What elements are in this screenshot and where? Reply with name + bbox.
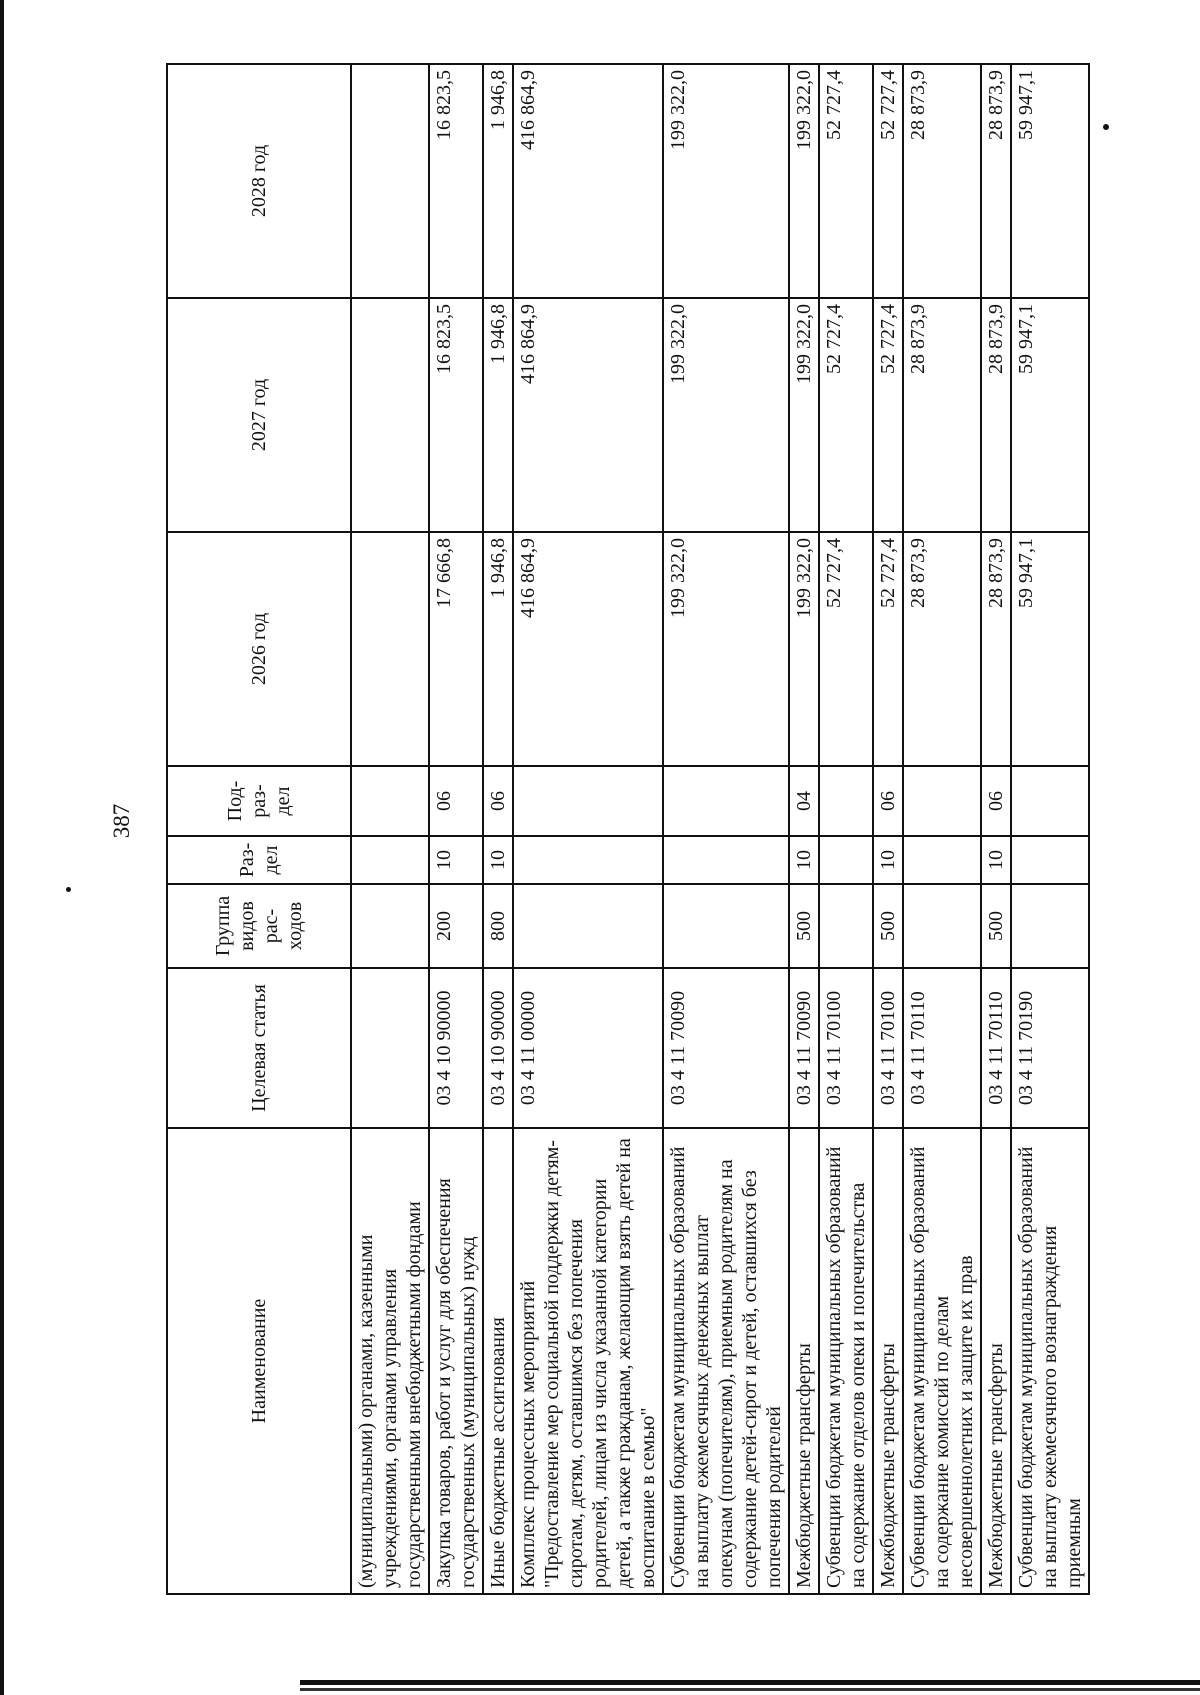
cell-group: 200 [429, 884, 483, 968]
cell-2026: 199 322,0 [663, 532, 789, 766]
budget-table [166, 63, 1090, 1595]
cell-name: (муниципальными) органами, казенными учреждениями, органами управления государственными внебюджетными фондами [351, 1128, 429, 1594]
cell-target [351, 968, 429, 1128]
table-row [789, 64, 819, 1594]
cell-target: 03 4 11 70110 [903, 968, 981, 1128]
table-row [903, 64, 981, 1594]
cell-2027: 416 864,9 [513, 298, 663, 532]
table-row [873, 64, 903, 1594]
cell-group: 500 [981, 884, 1011, 968]
cell-2027: 199 322,0 [789, 298, 819, 532]
cell-name: Межбюджетные трансферты [981, 1128, 1011, 1594]
cell-name: Иные бюджетные ассигнования [483, 1128, 513, 1594]
table-row [429, 64, 483, 1594]
cell-2027: 16 823,5 [429, 298, 483, 532]
cell-subsection [351, 766, 429, 836]
cell-group [903, 884, 981, 968]
header-group: Группа видов рас-ходов [167, 884, 351, 968]
cell-subsection [1011, 766, 1089, 836]
header-2026: 2026 год [167, 532, 351, 766]
cell-2026: 28 873,9 [903, 532, 981, 766]
cell-group [513, 884, 663, 968]
cell-section [819, 836, 873, 884]
cell-2028: 52 727,4 [819, 64, 873, 298]
cell-2027: 52 727,4 [873, 298, 903, 532]
cell-group [663, 884, 789, 968]
cell-2028: 28 873,9 [981, 64, 1011, 298]
cell-group: 500 [873, 884, 903, 968]
cell-2026: 416 864,9 [513, 532, 663, 766]
cell-name: Субвенции бюджетам муниципальных образований на выплату ежемесячных денежных выплат опекунам (попечителям), приемным родителям на содержание детей-сирот и детей, оставшихся без попечения родителей [663, 1128, 789, 1594]
cell-group [819, 884, 873, 968]
cell-2028: 59 947,1 [1011, 64, 1089, 298]
cell-2027: 1 946,8 [483, 298, 513, 532]
cell-name: Межбюджетные трансферты [789, 1128, 819, 1594]
cell-section: 10 [873, 836, 903, 884]
cell-2026: 28 873,9 [981, 532, 1011, 766]
cell-subsection: 06 [429, 766, 483, 836]
cell-target: 03 4 10 90000 [429, 968, 483, 1128]
cell-name: Субвенции бюджетам муниципальных образований на выплату ежемесячного вознаграждения приемным [1011, 1128, 1089, 1594]
table-row [513, 64, 663, 1594]
header-target: Целевая статья [167, 968, 351, 1128]
cell-subsection: 06 [981, 766, 1011, 836]
scan-bottom-rule [300, 1680, 1200, 1685]
cell-name: Закупка товаров, работ и услуг для обеспечения государственных (муниципальных) нужд [429, 1128, 483, 1594]
cell-subsection [513, 766, 663, 836]
cell-2026: 199 322,0 [789, 532, 819, 766]
cell-target: 03 4 11 70090 [663, 968, 789, 1128]
cell-target: 03 4 10 90000 [483, 968, 513, 1128]
header-2027: 2027 год [167, 298, 351, 532]
scan-speck [1103, 124, 1109, 130]
cell-2028: 1 946,8 [483, 64, 513, 298]
cell-section: 10 [429, 836, 483, 884]
cell-2027: 199 322,0 [663, 298, 789, 532]
table-row [351, 64, 429, 1594]
cell-target: 03 4 11 70100 [819, 968, 873, 1128]
cell-section [903, 836, 981, 884]
scan-left-edge [0, 0, 4, 1695]
scan-speck [66, 887, 71, 892]
cell-2026: 52 727,4 [873, 532, 903, 766]
cell-section: 10 [981, 836, 1011, 884]
cell-name: Субвенции бюджетам муниципальных образований на содержание комиссий по делам несовершеннолетних и защите их прав [903, 1128, 981, 1594]
scan-bottom-rule-2 [300, 1688, 1200, 1691]
cell-group [1011, 884, 1089, 968]
cell-section [513, 836, 663, 884]
cell-section [1011, 836, 1089, 884]
cell-2026: 52 727,4 [819, 532, 873, 766]
table-row [1011, 64, 1089, 1594]
cell-2026: 1 946,8 [483, 532, 513, 766]
header-subsection: Под-раз-дел [167, 766, 351, 836]
cell-target: 03 4 11 70110 [981, 968, 1011, 1128]
table-header-row [167, 64, 351, 1594]
table-row [483, 64, 513, 1594]
cell-section: 10 [483, 836, 513, 884]
cell-subsection [663, 766, 789, 836]
cell-2028: 199 322,0 [663, 64, 789, 298]
cell-2028: 416 864,9 [513, 64, 663, 298]
cell-2026: 17 666,8 [429, 532, 483, 766]
cell-group: 500 [789, 884, 819, 968]
cell-2027: 52 727,4 [819, 298, 873, 532]
cell-target: 03 4 11 70090 [789, 968, 819, 1128]
cell-subsection: 06 [873, 766, 903, 836]
cell-2028: 199 322,0 [789, 64, 819, 298]
cell-subsection: 06 [483, 766, 513, 836]
cell-2028 [351, 64, 429, 298]
cell-subsection: 04 [789, 766, 819, 836]
cell-section [351, 836, 429, 884]
table-body [351, 64, 1089, 1594]
header-2028: 2028 год [167, 64, 351, 298]
cell-target: 03 4 11 70100 [873, 968, 903, 1128]
cell-group: 800 [483, 884, 513, 968]
cell-group [351, 884, 429, 968]
cell-2026: 59 947,1 [1011, 532, 1089, 766]
cell-2028: 16 823,5 [429, 64, 483, 298]
header-name: Наименование [167, 1128, 351, 1594]
cell-subsection [819, 766, 873, 836]
rotated-table-container [166, 65, 1085, 1595]
header-section: Раз-дел [167, 836, 351, 884]
cell-subsection [903, 766, 981, 836]
cell-name: Комплекс процессных мероприятий "Предоставление мер социальной поддержки детям-сиротам, детям, оставшимся без попечения родителей, лицам из числа указанной категории детей, а также гражданам, желающим взять детей на воспитание в семью" [513, 1128, 663, 1594]
table-row [663, 64, 789, 1594]
cell-2028: 52 727,4 [873, 64, 903, 298]
cell-2027 [351, 298, 429, 532]
cell-name: Субвенции бюджетам муниципальных образований на содержание отделов опеки и попечительства [819, 1128, 873, 1594]
cell-section: 10 [789, 836, 819, 884]
cell-name: Межбюджетные трансферты [873, 1128, 903, 1594]
cell-2027: 59 947,1 [1011, 298, 1089, 532]
cell-2028: 28 873,9 [903, 64, 981, 298]
page-number: 387 [109, 803, 134, 839]
table-row [981, 64, 1011, 1594]
cell-section [663, 836, 789, 884]
cell-2027: 28 873,9 [903, 298, 981, 532]
cell-2026 [351, 532, 429, 766]
table-row [819, 64, 873, 1594]
cell-2027: 28 873,9 [981, 298, 1011, 532]
cell-target: 03 4 11 70190 [1011, 968, 1089, 1128]
cell-target: 03 4 11 00000 [513, 968, 663, 1128]
